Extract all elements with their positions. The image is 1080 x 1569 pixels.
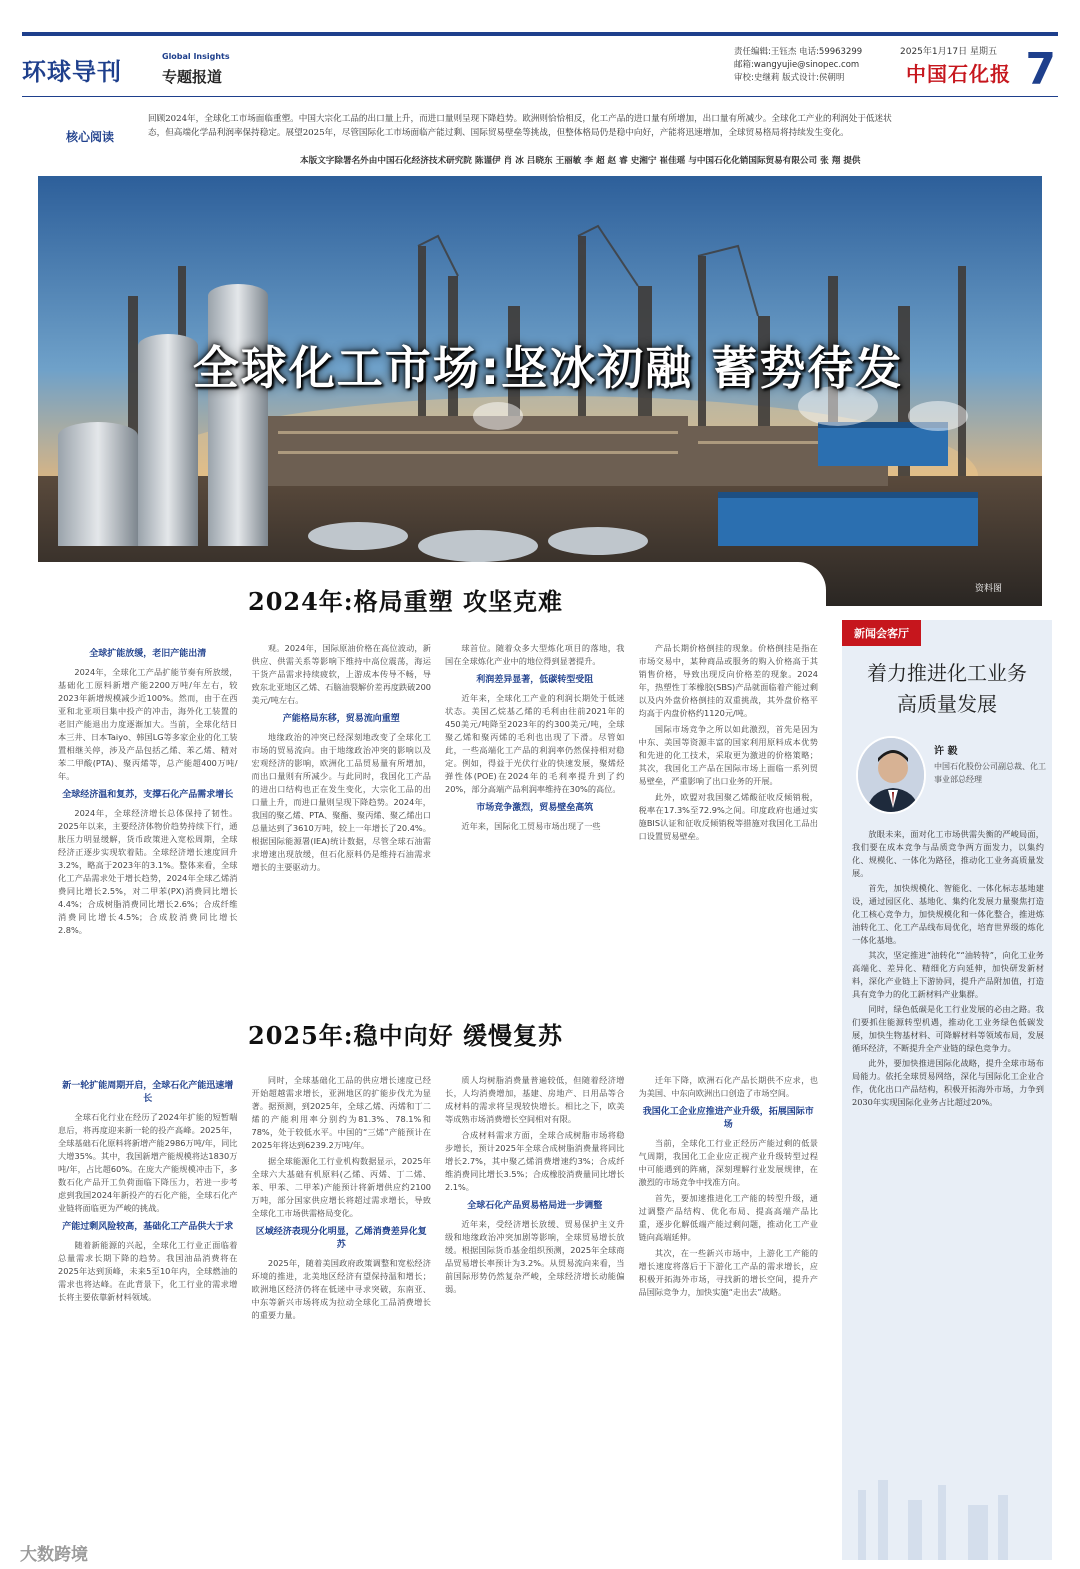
hero-headline: 全球化工市场:坚冰初融 蓄势待发 (192, 341, 904, 395)
subheading: 新一轮扩能周期开启，全球石化产能迅速增长 (62, 1081, 234, 1104)
bottom-skyline-decoration (38, 1470, 1042, 1560)
section-title: 环球导刊 (22, 57, 122, 86)
article-column (252, 1074, 432, 1534)
core-reading-label: 核心阅读 (66, 130, 115, 144)
paragraph: 合成材料需求方面，全球合成树脂市场将稳步增长，预计2025年全球合成树脂消费量将同比增长2.7%，其中聚乙烯消费增速约3%；合成纤维消费同比增长3.5%；合成橡胶消费量同比增长2.1%。 (445, 1130, 625, 1192)
core-reading-text: 回顾2024年，全球化工市场面临重塑。中国大宗化工品的出口量上升，而进口量则呈现下降趋势。欧洲则恰恰相反，化工产品的进口量有所增加，出口量有所减少。全球化工产业的利润处于低迷状态，但高端化学品利润率保持稳定。展望2025年，尽管国际化工市场面临产能过剩、国际贸易壁垒等挑战，但整体格局仍是稳中向好，产能将迅速增加，全球贸易格局将持续发生变化。 (148, 114, 892, 138)
editor-review: 审校:史继莉 版式设计:侯朝明 (734, 73, 845, 83)
article-column (445, 1074, 625, 1534)
paragraph: 首先，加快规模化、智能化、一体化标志基地建设，通过园区化、基地化、集约化发展力量聚焦打造化工核心竞争力，加快规模化和一体化整合，推进炼油转化工、化工产品线布局优化，培育世界级的炼化一体化基地。 (852, 883, 1044, 945)
paragraph: 放眼未来，面对化工市场供需失衡的严峻局面，我们要在成本竞争与品质竞争两方面发力，以集约化、规模化、一体化为路径，推动化工业务高质量发展。 (852, 829, 1044, 878)
section-subtitle-cn: 专题报道 (162, 68, 223, 86)
page-number: 7 (1025, 44, 1056, 95)
author-avatar (856, 736, 926, 814)
paragraph: 迁年下降，欧洲石化产品长期供不应求，也为美国、中东向欧洲出口创造了市场空间。 (638, 1075, 818, 1098)
paragraph: 此外，要加快推进国际化战略，提升全球市场布局能力。依托全球贸易网络，深化与国际化工企业合作，优化出口产品结构，积极开拓海外市场，力争到2030年实现国际化业务占比超过20%。 (852, 1058, 1044, 1107)
section-2024-columns (58, 642, 818, 988)
paragraph: 首先，要加速推进化工产能的转型升级，通过调整产品结构、优化布局、提高高端产品比重，逐步化解低端产能过剩问题，推动化工产业链向高端延伸。 (638, 1193, 818, 1242)
author-credit: 本版文字除署名外由中国石化经济技术研究院 陈谨伊 肖 冰 吕晓东 王丽敏 李 超 赵 睿 史湘宁 崔佳瑶 与中国石化化销国际贸易有限公司 张 翔 提供 (300, 156, 861, 166)
paragraph: 2024年，全球化工产品扩能节奏有所放缓，基础化工原料新增产能2200万吨/年左右，较2023年新增规模减少近100%。然而，由于在西亚和北亚项目集中投产的冲击，海外化工装置的老旧产能退出力度逐渐加大。当前，全球化结日本三井、日本Taiyo、韩国LG等多家企业的化工装置相继关停，涉及产品包括乙烯、苯乙烯、精对苯二甲酸(PTA)、聚丙烯等，总产能超400万吨/年。 (58, 667, 238, 781)
paragraph: 全球石化行业在经历了2024年扩能的短暂喘息后，将再度迎来新一轮的投产高峰。2025年，全球基础石化原料将新增产能2986万吨/年，同比大增35%。其中，我国新增产能规模将达1830万吨/年，占比超60%。在庞大产能规模冲击下，多数石化产品开工负荷面临下降压力，若进一步考虑到我国2024年新投产的石化产能，全球石化产业链将面临更为严峻的挑战。 (58, 1112, 238, 1213)
paragraph: 近年来，受经济增长放缓、贸易保护主义升级和地缘政治冲突加剧等影响，全球贸易增长放缓。根据国际货币基金组织预测，2025年全球商品贸易增长率预计为3.2%。从贸易流向来看，当前国际形势仍然复杂严峻，全球经济增长动能偏弱。 (445, 1219, 625, 1294)
paragraph: 近年来，国际化工贸易市场出现了一些 (461, 821, 601, 831)
subheading: 利润差异显著，低碳转型受阻 (476, 675, 594, 685)
top-rule (22, 32, 1058, 36)
photo-credit: 资料图 (974, 584, 1002, 594)
paragraph: 近年来，全球化工产业的利润长期处于低迷状态。美国乙烷基乙烯的毛利由往前2021年的450美元/吨降至2023年的约300美元/吨，全球聚乙烯和聚丙烯的毛利也出现了下滑。尽管如此，一些高端化工产品的利润率仍然保持相对稳定。例如，得益于光伏行业的快速发展，聚烯烃弹性体(POE)在2024年的毛利率提升到了约20%，部分高端产品利润率维持在30%的高位。 (445, 693, 625, 794)
newspaper-logo: 中国石化报 (906, 62, 1011, 86)
paragraph: 地缘政治的冲突已经深刻地改变了全球化工市场的贸易流向。由于地缘政治冲突的影响以及宏观经济的影响，欧洲化工品贸易量有所增加，而出口量则有所减少。与此同时，我国化工产品的进出口结构也正在发生变化，大宗化工品的出口量上升，而进口量则呈现下降趋势。2024年，我国的聚乙烯、PTA、聚酯、聚丙烯、聚乙烯出口总量达到了3610万吨，较上一年增长了20.4%。根据国际能源署(IEA)统计数据，尽管全球石油需求增速出现放缓，但石化原料仍是维持石油需求增长的主要驱动力。 (251, 732, 431, 872)
issue-date: 2025年1月17日 星期五 (900, 47, 997, 57)
sidebar-headline (842, 658, 1052, 720)
subheading: 产能过剩风险较高，基础化工产品供大于求 (62, 1222, 234, 1232)
article-column (639, 1074, 819, 1534)
subheading: 产能格局东移，贸易流向重塑 (282, 714, 400, 724)
sidebar-headline-line: 着力推进化工业务 (867, 661, 1027, 685)
subheading: 全球扩能放缓，老旧产能出清 (89, 649, 207, 659)
paragraph: 据全球能源化工行业机构数据显示，2025年全球六大基础有机原料(乙烯、丙烯、丁二烯、苯、甲苯、二甲苯)产能预计将新增供应约2100万吨，部分国家供应增长将超过需求增长，导致全球化工市场供需格局变化。 (251, 1156, 431, 1218)
author-name: 许 毅 (934, 746, 958, 757)
header-divider (22, 96, 1058, 97)
sidebar-body (852, 828, 1044, 1111)
paragraph: 其次，坚定推进“油转化”“油转特”，向化工业务高端化、差异化、精细化方向延伸，加快研发新材料，深化产业链上下游协同，提升产品附加值，打造具有竞争力的化工新材料产业集群。 (852, 950, 1044, 999)
author-role: 中国石化股份公司副总裁、化工事业部总经理 (934, 762, 1046, 784)
editor-info (734, 46, 862, 85)
section-subtitle-en: Global Insights (162, 52, 230, 61)
article-column (252, 642, 432, 988)
article-column (639, 642, 819, 988)
subheading: 全球石化产品贸易格局进一步调整 (467, 1201, 603, 1211)
paragraph: 球首位。随着众多大型炼化项目的落地，我国在全球炼化产业中的地位得到显著提升。 (445, 643, 625, 666)
section-2025-title: 2025年:稳中向好 缓慢复苏 (248, 1021, 564, 1050)
section-2024 (38, 562, 826, 994)
paragraph: 质人均树脂消费量普遍较低，但随着经济增长，人均消费增加，基建、房地产、日用品等合成材料的需求将呈现较快增长。相比之下，欧美等成熟市场消费增长空间相对有限。 (445, 1075, 625, 1124)
article-column (58, 1074, 238, 1534)
watermark-text: 大数跨境 (20, 1545, 88, 1565)
paragraph: 2024年，全球经济增长总体保持了韧性。2025年以来，主要经济体物价趋势持续下行，通胀压力明显缓解，货币政策进入宽松周期，全球经济正逐步实现软着陆。全球经济增长速度回升3.2%，略高于2023年的3.1%。整体来看，全球化工产品需求处于增长趋势，2024年全球乙烯消费同比增长2.5%，对二甲苯(PX)消费同比增长4.4%；合成树脂消费同比增长2.6%；合成纤维消费同比增长4.5%；合成胶消费同比增长2.8%。 (58, 808, 238, 935)
paragraph: 当前，全球化工行业正经历产能过剩的低景气周期，我国化工企业应正视产业升级转型过程中可能遇到的阵痛，深刻理解行业发展规律，在激烈的市场竞争中找准方向。 (638, 1138, 818, 1187)
subheading: 区域经济表现分化明显，乙烯消费差异化复苏 (255, 1227, 427, 1250)
paragraph: 同时，绿色低碳是化工行业发展的必由之路。我们要抓住能源转型机遇，推动化工业务绿色低碳发展，加快生物基材料、可降解材料等领域布局，发展循环经济，不断提升全产业链的绿色竞争力。 (852, 1004, 1044, 1053)
section-2025-columns (58, 1074, 818, 1534)
paragraph: 其次，在一些新兴市场中，上游化工产能的增长速度将落后于下游化工产品的需求增长，应积极开拓海外市场，寻找新的增长空间，提升产品国际竞争力，加快实施“走出去”战略。 (638, 1248, 818, 1297)
paragraph: 同时，全球基础化工品的供应增长速度已经开始超越需求增长，亚洲地区的扩能步伐尤为显著。据预测，到2025年，全球乙烯、丙烯和丁二烯的产能利用率分别约为81.3%、78.1%和78%，处于较低水平。中国的“三烯”产能预计在2025年将达到6239.2万吨/年。 (251, 1075, 431, 1150)
skyline-graphic (38, 1470, 1042, 1560)
paragraph: 随着新能源的兴起，全球化工行业正面临着总量需求长期下降的趋势。我国油品消费将在2025年达到顶峰，未来5至10年内，全球燃油的需求也将达峰。在此背景下，化工行业的需求增长将主要依靠新材料领域。 (58, 1240, 238, 1302)
paragraph: 此外，欧盟对我国聚乙烯酸征收反倾销税，税率在17.3%至72.9%之间。印度政府也通过实施BIS认证和征收反倾销税等措施对我国化工品出口设置贸易壁垒。 (638, 792, 818, 841)
subheading: 市场竞争激烈，贸易壁垒高筑 (476, 803, 594, 813)
section-2024-title: 2024年:格局重塑 攻坚克难 (248, 587, 564, 616)
sidebar-tag: 新闻会客厅 (842, 620, 921, 646)
paragraph: 2025年，随着美国政府政策调整和宽松经济环境的推进，北美地区经济有望保持温和增长；欧洲地区经济仍将在低迷中寻求突破，东南亚、中东等新兴市场将成为拉动全球化工品消费增长的重要力量。 (251, 1258, 431, 1320)
editor-line: 责任编辑:王钰杰 电话:59963299 (734, 47, 863, 57)
hero-photo (38, 176, 1042, 606)
subheading: 全球经济温和复苏，支撑石化产品需求增长 (62, 790, 234, 800)
paragraph: 观。2024年，国际原油价格在高位波动，新供应、供需关系等影响下维持中高位震荡，海运干货产品需求持续疲软，上游成本传导不畅，导致东北亚地区乙烯、石脑油裂解价差再度跌破200美元/吨左右。 (251, 643, 431, 705)
masthead (22, 38, 1058, 94)
article-column (58, 642, 238, 988)
paragraph: 产品长期价格倒挂的现象。价格倒挂是指在市场交易中，某种商品或服务的购入价格高于其销售价格，导致出现反向价格差的现象。2024年，热塑性丁苯橡胶(SBS)产品就面临着产能过剩以及内外盘价格倒挂的双重挑战，其外盘价格平均高于内盘价格约1120元/吨。 (638, 643, 818, 718)
editor-email: 邮箱:wangyujie@sinopec.com (734, 60, 860, 70)
subheading: 我国化工企业应推进产业升级，拓展国际市场 (642, 1107, 814, 1130)
interview-sidebar (842, 620, 1052, 1560)
article-column (445, 642, 625, 988)
paragraph: 国际市场竞争之所以如此激烈，首先是因为中东、美国等资源丰富的国家利用原料成本优势和先进的化工技术，采取更为激进的价格策略；其次，我国化工产品在国际市场上面临一系列贸易壁垒，严重影响了出口业务的开展。 (638, 724, 818, 786)
sidebar-headline-line: 高质量发展 (897, 692, 997, 716)
portrait-icon (858, 738, 926, 814)
